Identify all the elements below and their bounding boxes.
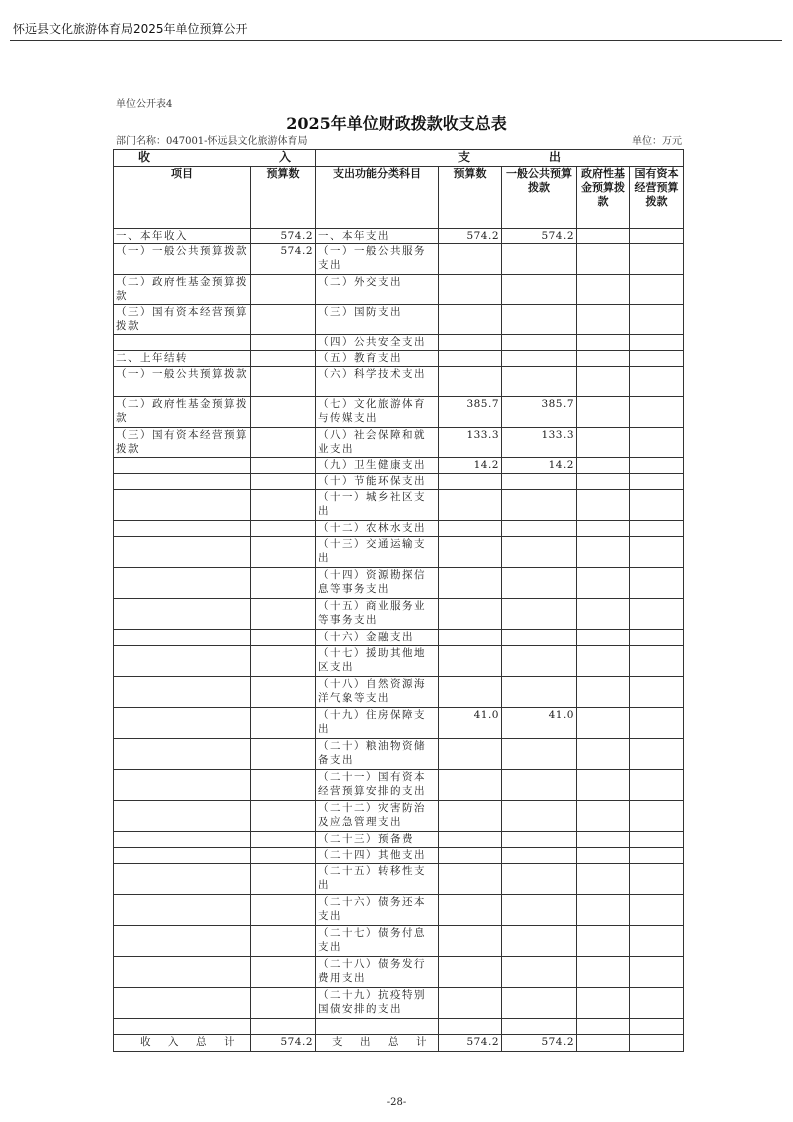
table-row [114,244,684,275]
gov-fund-cell [577,397,630,428]
table-row [114,848,684,864]
expense-category-cell: （二十二）灾害防治及应急管理支出 [316,801,439,832]
state-capital-cell [630,537,684,568]
income-item-cell [114,864,251,895]
table-row [114,490,684,521]
gov-fund-cell [577,244,630,275]
expense-category-cell: （四）公共安全支出 [316,335,439,351]
expense-amount-cell [439,537,502,568]
col-header-general: 一般公共预算拨款 [502,167,577,229]
expense-amount-cell [439,895,502,926]
table-row [114,895,684,926]
general-budget-cell [502,367,577,397]
state-capital-cell [630,848,684,864]
general-budget-cell: 385.7 [502,397,577,428]
expense-amount-cell: 574.2 [439,229,502,244]
expense-category-cell: （二十一）国有资本经营预算安排的支出 [316,770,439,801]
state-capital-cell [630,367,684,397]
expense-total-label: 支 出 总 计 [316,1035,439,1052]
expense-category-cell: （二）外交支出 [316,275,439,305]
general-budget-cell [502,244,577,275]
income-item-cell [114,848,251,864]
state-capital-cell [630,244,684,275]
income-amount-cell [251,335,316,351]
total-row [114,1035,684,1052]
table-row [114,708,684,739]
income-item-cell [114,537,251,568]
document-title: 2025年单位财政拨款收支总表 [286,114,507,133]
general-budget-cell [502,275,577,305]
expense-category-cell: （十二）农林水支出 [316,521,439,537]
expense-category-cell: （一）一般公共服务支出 [316,244,439,275]
income-item-cell: （二）政府性基金预算拨款 [114,275,251,305]
page-header [0,0,793,44]
expense-section-header: 支 出 [316,150,684,167]
income-item-cell: （三）国有资本经营预算拨款 [114,305,251,335]
income-amount-cell [251,926,316,957]
income-total-amount: 574.2 [251,1035,316,1052]
income-item-cell [114,739,251,770]
general-budget-cell [502,646,577,677]
state-capital-cell [630,630,684,646]
state-capital-cell [630,988,684,1019]
gov-fund-cell [577,677,630,708]
income-item-cell [114,599,251,630]
income-item-cell [114,458,251,474]
col-header-item: 项目 [114,167,251,229]
table-row [114,926,684,957]
income-item-cell [114,521,251,537]
expense-category-cell: （九）卫生健康支出 [316,458,439,474]
income-amount-cell [251,1019,316,1035]
income-amount-cell [251,351,316,367]
general-budget-cell: 41.0 [502,708,577,739]
page-number: -28- [386,1097,407,1108]
general-budget-cell [502,474,577,490]
general-budget-cell [502,770,577,801]
state-capital-cell [630,474,684,490]
section-header-row [114,150,684,167]
income-amount-cell [251,428,316,458]
income-amount-cell [251,848,316,864]
gov-fund-cell [577,537,630,568]
state-capital-cell [630,229,684,244]
expense-amount-cell: 385.7 [439,397,502,428]
income-amount-cell [251,474,316,490]
col-header-gov-fund: 政府性基金预算拨款 [577,167,630,229]
income-item-cell [114,646,251,677]
income-amount-cell [251,895,316,926]
general-budget-cell [502,568,577,599]
income-amount-cell [251,801,316,832]
expense-category-cell: （十一）城乡社区支出 [316,490,439,521]
col-header-category: 支出功能分类科目 [316,167,439,229]
income-amount-cell [251,988,316,1019]
table-row [114,458,684,474]
table-row [114,739,684,770]
state-capital-cell [630,739,684,770]
gov-fund-cell [577,521,630,537]
expense-amount-cell [439,848,502,864]
expense-total-amount: 574.2 [439,1035,502,1052]
state-capital-total [630,1035,684,1052]
general-budget-cell [502,801,577,832]
expense-category-cell: （二十四）其他支出 [316,848,439,864]
expense-amount-cell [439,490,502,521]
expense-amount-cell [439,739,502,770]
expense-amount-cell [439,801,502,832]
state-capital-cell [630,646,684,677]
state-capital-cell [630,895,684,926]
gov-fund-cell [577,770,630,801]
state-capital-cell [630,957,684,988]
income-total-label: 收 入 总 计 [114,1035,251,1052]
income-section-header: 收 入 [114,150,316,167]
expense-category-cell: （十三）交通运输支出 [316,537,439,568]
expense-category-cell: （二十六）债务还本支出 [316,895,439,926]
table-row [114,537,684,568]
gov-fund-cell [577,630,630,646]
table-row [114,428,684,458]
gov-fund-cell [577,895,630,926]
department-name: 部门名称：047001-怀远县文化旅游体育局 [116,136,308,147]
expense-amount-cell: 133.3 [439,428,502,458]
state-capital-cell [630,335,684,351]
general-budget-cell [502,1019,577,1035]
table-row [114,988,684,1019]
gov-fund-cell [577,428,630,458]
general-budget-cell [502,677,577,708]
table-row [114,770,684,801]
expense-category-cell: （十七）援助其他地区支出 [316,646,439,677]
gov-fund-cell [577,229,630,244]
gov-fund-cell [577,458,630,474]
income-amount-cell [251,957,316,988]
table-row [114,275,684,305]
general-budget-cell: 133.3 [502,428,577,458]
table-row [114,335,684,351]
general-budget-cell [502,630,577,646]
table-row [114,864,684,895]
expense-category-cell: （十四）资源勘探信息等事务支出 [316,568,439,599]
expense-amount-cell [439,568,502,599]
expense-category-cell: （二十三）预备费 [316,832,439,848]
expense-category-cell: （八）社会保障和就业支出 [316,428,439,458]
table-row [114,229,684,244]
income-amount-cell [251,599,316,630]
state-capital-cell [630,305,684,335]
state-capital-cell [630,351,684,367]
income-amount-cell [251,305,316,335]
table-row [114,568,684,599]
income-item-cell: （一）一般公共预算拨款 [114,244,251,275]
table-row [114,474,684,490]
gov-fund-cell [577,926,630,957]
income-item-cell: （二）政府性基金预算拨款 [114,397,251,428]
gov-fund-cell [577,351,630,367]
table-row [114,957,684,988]
general-budget-cell [502,848,577,864]
table-row [114,1019,684,1035]
state-capital-cell [630,677,684,708]
gov-fund-cell [577,957,630,988]
col-header-state-capital: 国有资本经营预算拨款 [630,167,684,229]
state-capital-cell [630,926,684,957]
expense-amount-cell [439,599,502,630]
expense-category-cell: 一、本年支出 [316,229,439,244]
table-row [114,305,684,335]
table-row [114,677,684,708]
income-item-cell [114,957,251,988]
income-item-cell [114,708,251,739]
table-row [114,351,684,367]
income-amount-cell [251,677,316,708]
income-amount-cell: 574.2 [251,244,316,275]
expense-amount-cell [439,305,502,335]
form-label: 单位公开表4 [116,99,173,110]
income-amount-cell [251,708,316,739]
expense-amount-cell [439,521,502,537]
general-budget-cell [502,988,577,1019]
income-amount-cell [251,521,316,537]
general-budget-cell [502,335,577,351]
expense-amount-cell [439,926,502,957]
expense-amount-cell [439,957,502,988]
income-amount-cell [251,630,316,646]
gov-fund-total [577,1035,630,1052]
gov-fund-cell [577,305,630,335]
gov-fund-cell [577,275,630,305]
expense-category-cell: （五）教育支出 [316,351,439,367]
income-amount-cell [251,537,316,568]
state-capital-cell [630,708,684,739]
expense-amount-cell [439,367,502,397]
general-budget-cell [502,895,577,926]
expense-category-cell: （二十五）转移性支出 [316,864,439,895]
header-title: 怀远县文化旅游体育局2025年单位预算公开 [13,22,248,36]
expense-category-cell: （二十八）债务发行费用支出 [316,957,439,988]
expense-amount-cell [439,988,502,1019]
expense-category-cell: （十）节能环保支出 [316,474,439,490]
income-amount-cell [251,490,316,521]
state-capital-cell [630,568,684,599]
income-amount-cell [251,275,316,305]
gov-fund-cell [577,739,630,770]
state-capital-cell [630,864,684,895]
col-header-budget2: 预算数 [439,167,502,229]
gov-fund-cell [577,490,630,521]
expense-category-cell: （十九）住房保障支出 [316,708,439,739]
expense-category-cell: （三）国防支出 [316,305,439,335]
income-item-cell: 二、上年结转 [114,351,251,367]
table-row [114,397,684,428]
table-row [114,367,684,397]
expense-amount-cell [439,832,502,848]
general-budget-cell: 574.2 [502,229,577,244]
expense-category-cell: （十六）金融支出 [316,630,439,646]
income-item-cell [114,988,251,1019]
state-capital-cell [630,1019,684,1035]
general-budget-cell [502,926,577,957]
income-amount-cell [251,568,316,599]
expense-category-cell: （十五）商业服务业等事务支出 [316,599,439,630]
general-budget-cell [502,739,577,770]
expense-amount-cell [439,770,502,801]
budget-table [113,149,684,1052]
gov-fund-cell [577,848,630,864]
income-amount-cell [251,864,316,895]
expense-category-cell: （二十）粮油物资储备支出 [316,739,439,770]
expense-amount-cell [439,275,502,305]
general-budget-cell [502,537,577,568]
general-budget-cell [502,521,577,537]
table-row [114,599,684,630]
income-item-cell [114,677,251,708]
income-item-cell: （三）国有资本经营预算拨款 [114,428,251,458]
income-item-cell [114,770,251,801]
expense-amount-cell [439,677,502,708]
state-capital-cell [630,770,684,801]
gov-fund-cell [577,708,630,739]
gov-fund-cell [577,367,630,397]
income-item-cell [114,801,251,832]
state-capital-cell [630,599,684,630]
income-amount-cell [251,832,316,848]
column-header-row [114,167,684,229]
gov-fund-cell [577,335,630,351]
income-item-cell [114,490,251,521]
gov-fund-cell [577,864,630,895]
header-rule [10,40,782,41]
state-capital-cell [630,801,684,832]
general-budget-cell [502,305,577,335]
expense-amount-cell [439,1019,502,1035]
expense-amount-cell [439,351,502,367]
unit-label: 单位：万元 [632,136,682,147]
expense-amount-cell [439,646,502,677]
income-item-cell [114,568,251,599]
gov-fund-cell [577,568,630,599]
expense-category-cell: （十八）自然资源海洋气象等支出 [316,677,439,708]
income-item-cell [114,474,251,490]
table-row [114,646,684,677]
expense-amount-cell: 41.0 [439,708,502,739]
state-capital-cell [630,397,684,428]
expense-amount-cell [439,474,502,490]
general-budget-cell [502,864,577,895]
income-amount-cell [251,458,316,474]
expense-amount-cell [439,630,502,646]
general-budget-cell [502,957,577,988]
income-item-cell [114,895,251,926]
expense-amount-cell [439,244,502,275]
expense-category-cell: （二十九）抗疫特别国债安排的支出 [316,988,439,1019]
expense-category-cell: （二十七）债务付息支出 [316,926,439,957]
income-amount-cell [251,646,316,677]
gov-fund-cell [577,1019,630,1035]
table-row [114,801,684,832]
gov-fund-cell [577,801,630,832]
income-amount-cell: 574.2 [251,229,316,244]
income-amount-cell [251,367,316,397]
gov-fund-cell [577,988,630,1019]
gov-fund-cell [577,474,630,490]
income-item-cell: 一、本年收入 [114,229,251,244]
income-item-cell: （一）一般公共预算拨款 [114,367,251,397]
income-amount-cell [251,397,316,428]
income-item-cell [114,630,251,646]
expense-category-cell: （七）文化旅游体育与传媒支出 [316,397,439,428]
table-row [114,832,684,848]
state-capital-cell [630,275,684,305]
income-item-cell [114,1019,251,1035]
gov-fund-cell [577,646,630,677]
income-item-cell [114,926,251,957]
general-budget-cell: 14.2 [502,458,577,474]
expense-amount-cell [439,864,502,895]
income-amount-cell [251,770,316,801]
expense-amount-cell: 14.2 [439,458,502,474]
general-budget-cell [502,490,577,521]
gov-fund-cell [577,832,630,848]
state-capital-cell [630,521,684,537]
general-budget-cell [502,832,577,848]
income-item-cell [114,832,251,848]
income-item-cell [114,335,251,351]
state-capital-cell [630,832,684,848]
expense-amount-cell [439,335,502,351]
general-total-amount: 574.2 [502,1035,577,1052]
state-capital-cell [630,490,684,521]
expense-category-cell [316,1019,439,1035]
income-amount-cell [251,739,316,770]
general-budget-cell [502,351,577,367]
state-capital-cell [630,458,684,474]
table-row [114,521,684,537]
col-header-budget: 预算数 [251,167,316,229]
expense-category-cell: （六）科学技术支出 [316,367,439,397]
state-capital-cell [630,428,684,458]
general-budget-cell [502,599,577,630]
table-row [114,630,684,646]
gov-fund-cell [577,599,630,630]
